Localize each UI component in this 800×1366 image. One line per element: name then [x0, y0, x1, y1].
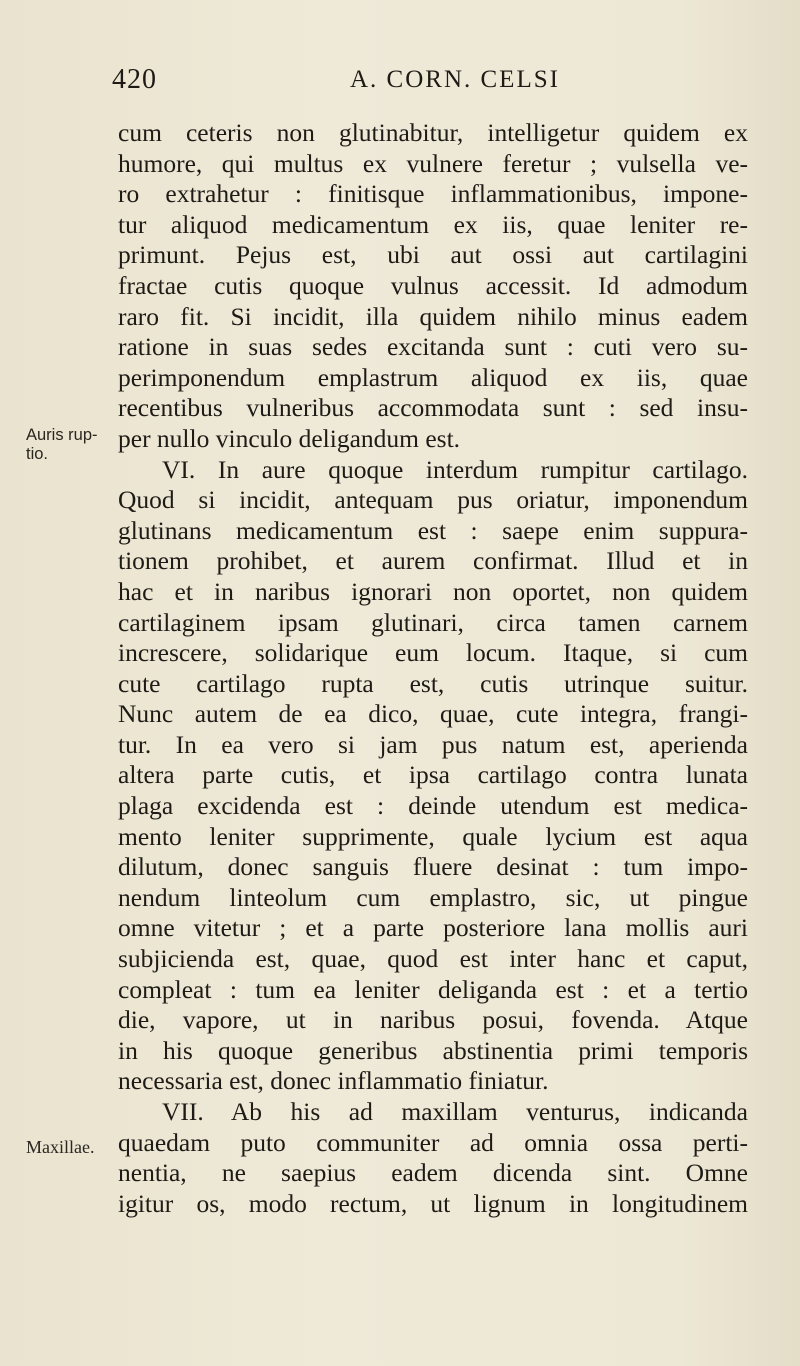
text-line: omne vitetur ; et a parte posteriore lana mollis auri: [118, 913, 748, 943]
text-line: tur aliquod medicamentum ex iis, quae leniter re-: [118, 209, 748, 239]
text-line: increscere, solidarique eum locum. Itaque, si cum: [118, 638, 748, 668]
text-line: cute cartilago rupta est, cutis utrinque suitur.: [118, 668, 748, 698]
margin-note-line: Auris rup-: [26, 426, 98, 444]
text-line: glutinans medicamentum est : saepe enim suppura-: [118, 515, 748, 545]
page-number: 420: [112, 64, 157, 95]
text-line: perimponendum emplastrum aliquod ex iis, quae: [118, 362, 748, 392]
text-line: die, vapore, ut in naribus posui, fovenda. Atque: [118, 1005, 748, 1035]
text-line: igitur os, modo rectum, ut lignum in longitudinem: [118, 1188, 748, 1218]
text-line: tur. In ea vero si jam pus natum est, aperienda: [118, 729, 748, 759]
text-line: in his quoque generibus abstinentia primi temporis: [118, 1035, 748, 1065]
margin-note-maxillae: Maxillae.: [26, 1137, 95, 1157]
text-line: dilutum, donec sanguis fluere desinat : tum impo-: [118, 852, 748, 882]
text-line: ratione in suas sedes excitanda sunt : cuti vero su-: [118, 332, 748, 362]
text-line: Nunc autem de ea dico, quae, cute integra, frangi-: [118, 699, 748, 729]
section-heading-line: VI. In aure quoque interdum rumpitur cartilago.: [162, 454, 748, 484]
text-line: fractae cutis quoque vulnus accessit. Id admodum: [118, 270, 748, 300]
text-line: hac et in naribus ignorari non oportet, non quidem: [118, 576, 748, 606]
text-line: per nullo vinculo deligandum est.: [118, 423, 461, 453]
text-line: altera parte cutis, et ipsa cartilago contra lunata: [118, 760, 748, 790]
body-text: [118, 118, 748, 1219]
text-line: subjicienda est, quae, quod est inter hanc et caput,: [118, 944, 748, 974]
text-line: nendum linteolum cum emplastro, sic, ut pingue: [118, 882, 748, 912]
section-heading-line: VII. Ab his ad maxillam venturus, indicanda: [162, 1097, 748, 1126]
text-line: cum ceteris non glutinabitur, intelligetur quidem ex: [118, 118, 748, 147]
text-line: ro extrahetur : finitisque inflammationibus, impone-: [118, 179, 748, 209]
text-line: raro fit. Si incidit, illa quidem nihilo minus eadem: [118, 301, 748, 331]
text-line: necessaria est, donec inflammatio finiatur.: [118, 1066, 549, 1096]
text-line: recentibus vulneribus accommodata sunt : sed insu-: [118, 393, 748, 423]
text-line: plaga excidenda est : deinde utendum est medica-: [118, 791, 748, 821]
text-line: nentia, ne saepius eadem dicenda sint. Omne: [118, 1158, 748, 1188]
text-line: compleat : tum ea leniter deliganda est : et a tertio: [118, 974, 748, 1004]
margin-note-line: tio.: [26, 445, 49, 463]
text-line: Quod si incidit, antequam pus oriatur, imponendum: [118, 485, 748, 515]
margin-note-auris-ruptio: [26, 426, 98, 464]
text-line: mento leniter supprimente, quale lycium est aqua: [118, 821, 748, 851]
page-header: [112, 64, 732, 104]
text-line: primunt. Pejus est, ubi aut ossi aut cartilagini: [118, 240, 748, 270]
text-line: humore, qui multus ex vulnere feretur ; vulsella ve-: [118, 148, 748, 178]
running-title: A. CORN. CELSI: [350, 66, 560, 93]
text-line: cartilaginem ipsam glutinari, circa tamen carnem: [118, 607, 748, 637]
text-line: quaedam puto communiter ad omnia ossa perti-: [118, 1127, 748, 1157]
text-line: tionem prohibet, et aurem confirmat. Illud et in: [118, 546, 748, 576]
